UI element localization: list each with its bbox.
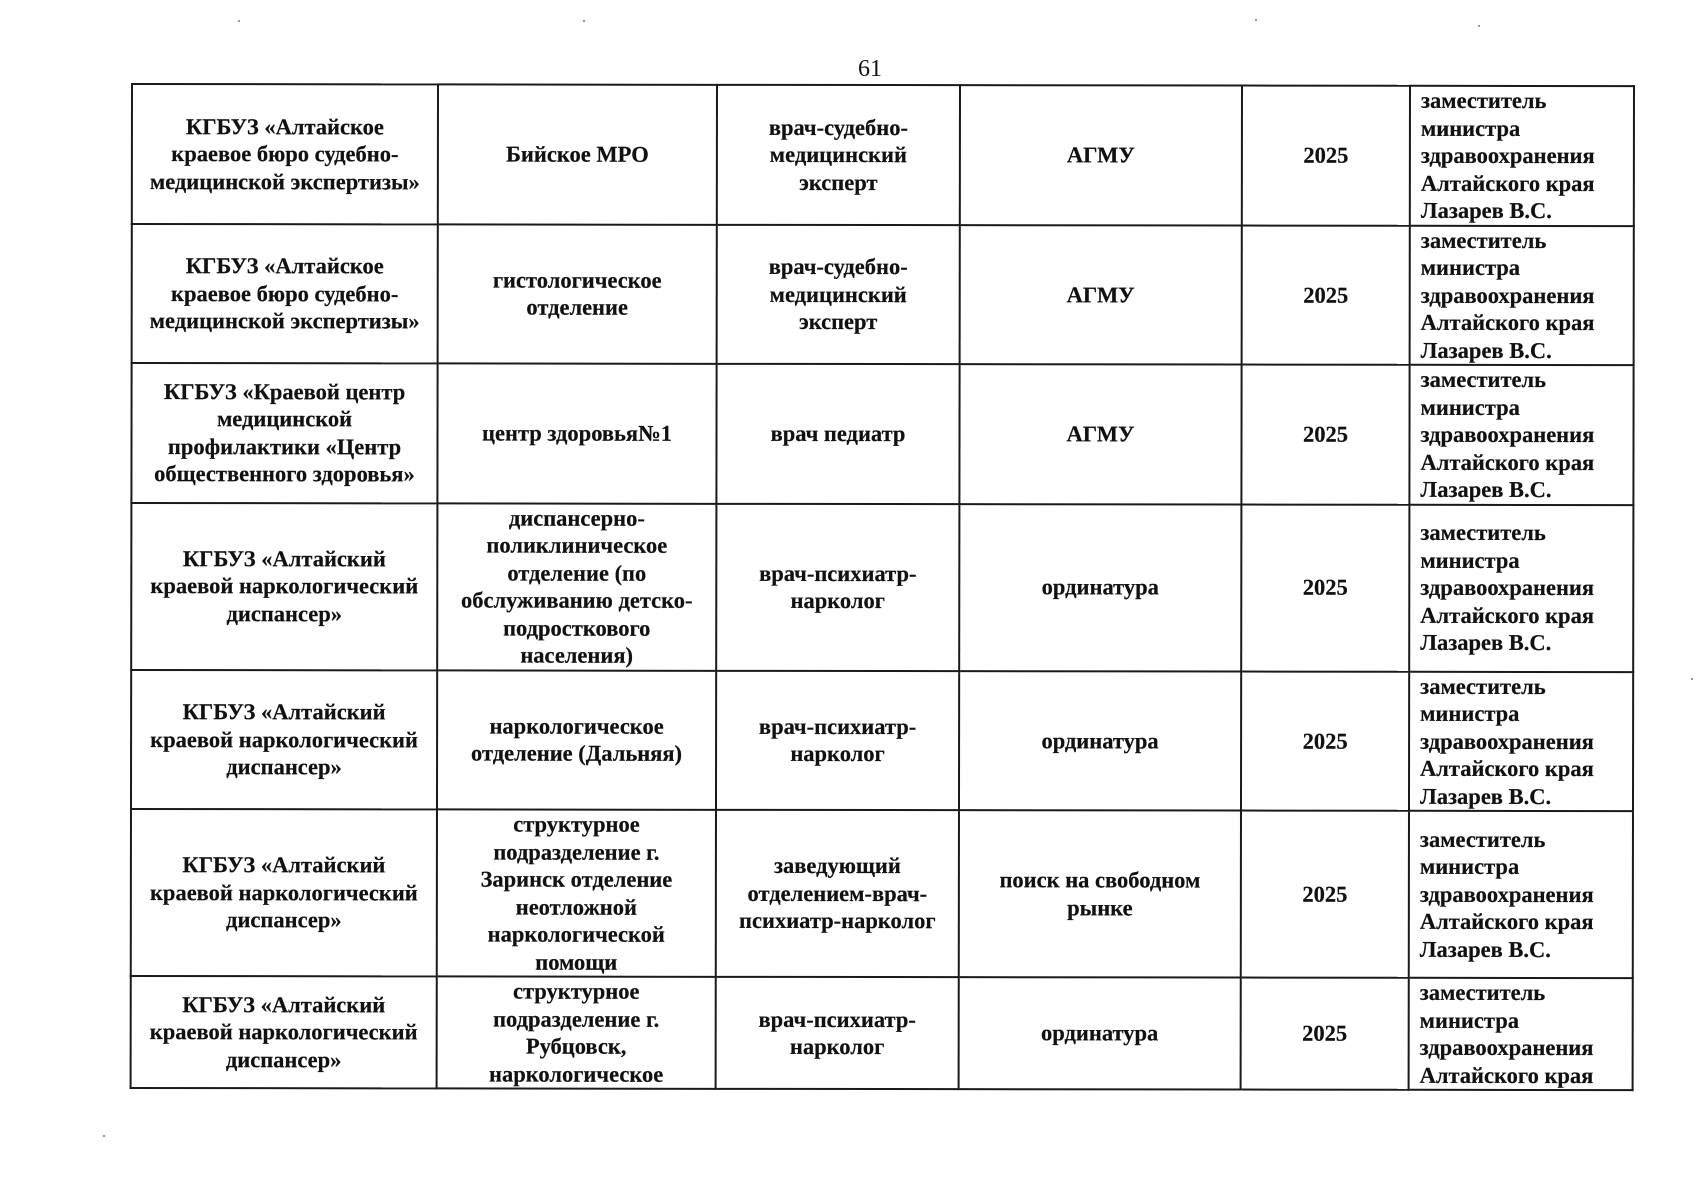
position-cell: заведующий отделением-врач- психиатр-нарколог: [716, 810, 959, 977]
source-cell: ординатура: [959, 504, 1241, 671]
position-cell: врач-психиатр- нарколог: [716, 503, 959, 670]
table-row: [132, 224, 1634, 366]
page-number: 61: [858, 56, 882, 82]
responsible-cell: заместитель министра здравоохранения Алтайского края Лазарев В.С.: [1409, 811, 1633, 978]
source-cell: АГМУ: [959, 364, 1241, 504]
scan-speck: [1478, 25, 1480, 27]
year-cell: 2025: [1241, 365, 1409, 505]
table-row: [131, 809, 1633, 978]
organization-cell: КГБУЗ «Алтайский краевой наркологический диспансер»: [131, 976, 437, 1088]
scan-speck: [238, 20, 240, 22]
table-row: [131, 670, 1633, 812]
position-cell: врач-судебно- медицинский эксперт: [717, 85, 960, 225]
table-row: [131, 363, 1633, 505]
organization-cell: КГБУЗ «Алтайский краевой наркологический диспансер»: [131, 503, 437, 670]
responsible-cell: заместитель министра здравоохранения Алтайского края: [1409, 978, 1633, 1090]
year-cell: 2025: [1242, 86, 1410, 226]
responsible-cell: заместитель министра здравоохранения Алтайского края Лазарев В.С.: [1410, 86, 1634, 226]
unit-cell: гистологическое отделение: [438, 224, 717, 364]
organization-cell: КГБУЗ «Краевой центр медицинской профилактики «Центр общественного здоровья»: [131, 363, 437, 503]
unit-cell: структурное подразделение г. Заринск отделение неотложной наркологической помощи: [437, 809, 716, 976]
document-table: [130, 83, 1635, 1091]
table-row: [131, 976, 1633, 1090]
table-row: [131, 503, 1633, 672]
organization-cell: КГБУЗ «Алтайское краевое бюро судебно- медицинской экспертизы»: [132, 224, 438, 364]
unit-cell: диспансерно- поликлиническое отделение (по обслуживанию детско- подросткового населения): [437, 503, 716, 670]
responsible-cell: заместитель министра здравоохранения Алтайского края Лазарев В.С.: [1409, 365, 1633, 505]
unit-cell: наркологическое отделение (Дальняя): [437, 670, 716, 810]
year-cell: 2025: [1241, 504, 1409, 671]
source-cell: поиск на свободном рынке: [959, 810, 1241, 977]
organization-cell: КГБУЗ «Алтайское краевое бюро судебно- медицинской экспертизы»: [132, 84, 438, 224]
table-row: [132, 84, 1634, 226]
responsible-cell: заместитель министра здравоохранения Алтайского края Лазарев В.С.: [1410, 225, 1634, 365]
scan-speck: [1691, 678, 1693, 680]
scan-speck: [1255, 19, 1257, 21]
source-cell: АГМУ: [960, 85, 1242, 225]
unit-cell: Бийское МРО: [438, 84, 717, 224]
organization-cell: КГБУЗ «Алтайский краевой наркологический диспансер»: [131, 670, 437, 810]
year-cell: 2025: [1241, 811, 1409, 978]
year-cell: 2025: [1241, 978, 1409, 1090]
scan-speck: [583, 20, 585, 22]
year-cell: 2025: [1242, 225, 1410, 365]
responsible-cell: заместитель министра здравоохранения Алтайского края Лазарев В.С.: [1409, 671, 1633, 811]
position-cell: врач-психиатр- нарколог: [716, 670, 959, 810]
source-cell: ординатура: [959, 671, 1241, 811]
organization-cell: КГБУЗ «Алтайский краевой наркологический диспансер»: [131, 809, 437, 976]
position-cell: врач-судебно- медицинский эксперт: [717, 224, 960, 364]
position-cell: врач педиатр: [716, 364, 959, 504]
position-cell: врач-психиатр- нарколог: [716, 977, 959, 1089]
scan-speck: [103, 1135, 105, 1137]
unit-cell: структурное подразделение г. Рубцовск, наркологическое: [437, 976, 716, 1088]
source-cell: ординатура: [959, 977, 1241, 1089]
unit-cell: центр здоровья№1: [437, 363, 716, 503]
year-cell: 2025: [1241, 671, 1409, 811]
source-cell: АГМУ: [960, 225, 1242, 365]
responsible-cell: заместитель министра здравоохранения Алтайского края Лазарев В.С.: [1409, 504, 1633, 671]
